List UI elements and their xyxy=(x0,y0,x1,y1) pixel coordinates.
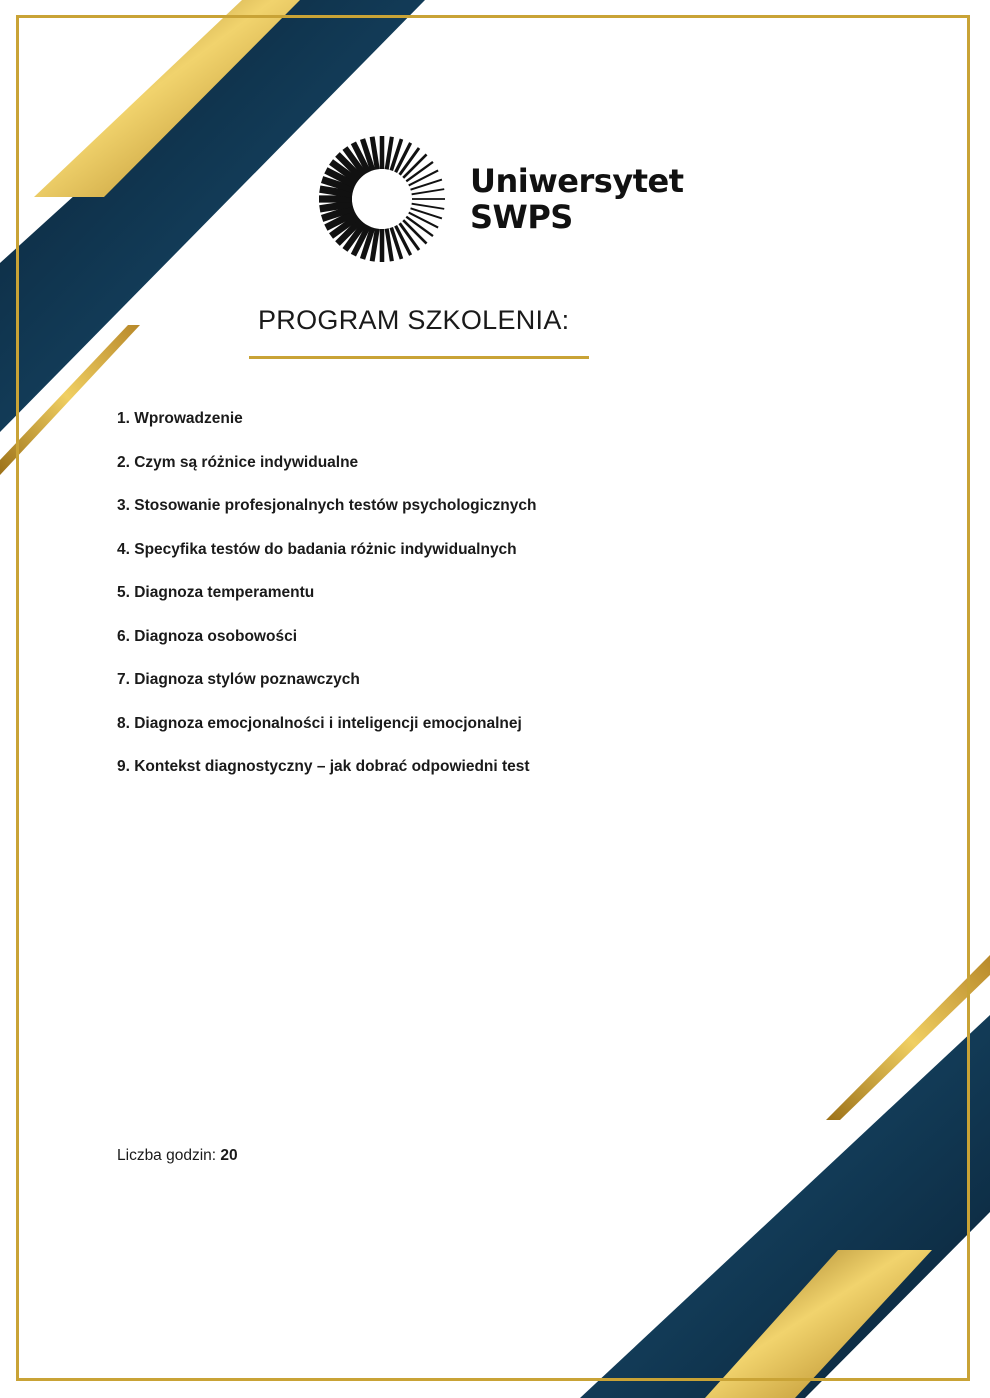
program-item: 2. Czym są różnice indywidualne xyxy=(117,453,359,471)
page-title: PROGRAM SZKOLENIA: xyxy=(258,305,570,335)
university-logo xyxy=(318,135,688,265)
title-underline xyxy=(249,356,589,359)
hours-label: Liczba godzin: xyxy=(117,1147,217,1164)
logo-line-2: SWPS xyxy=(470,198,573,236)
logo-ray xyxy=(412,204,445,209)
hours-line xyxy=(117,1147,238,1165)
logo-line-1: Uniwersytet xyxy=(470,162,684,200)
program-item: 1. Wprowadzenie xyxy=(117,410,243,427)
program-item: 7. Diagnoza stylów poznawczych xyxy=(117,671,360,688)
program-list xyxy=(117,406,536,798)
hours-value: 20 xyxy=(220,1147,238,1164)
logo-ray xyxy=(412,189,445,194)
program-item: 4. Specyfika testów do badania różnic indywidualnych xyxy=(117,540,517,558)
logo-ray xyxy=(387,137,392,170)
program-item: 9. Kontekst diagnostyczny – jak dobrać odpowiedni test xyxy=(117,758,530,775)
program-item: 5. Diagnoza temperamentu xyxy=(117,584,315,601)
logo-ray xyxy=(320,204,353,209)
program-item: 3. Stosowanie profesjonalnych testów psychologicznych xyxy=(117,497,537,514)
program-item: 8. Diagnoza emocjonalności i inteligencji emocjonalnej xyxy=(117,714,522,732)
sunburst-logo-icon xyxy=(318,135,446,263)
logo-wordmark xyxy=(470,163,683,235)
program-item: 6. Diagnoza osobowości xyxy=(117,627,297,645)
logo-ray xyxy=(387,229,392,262)
